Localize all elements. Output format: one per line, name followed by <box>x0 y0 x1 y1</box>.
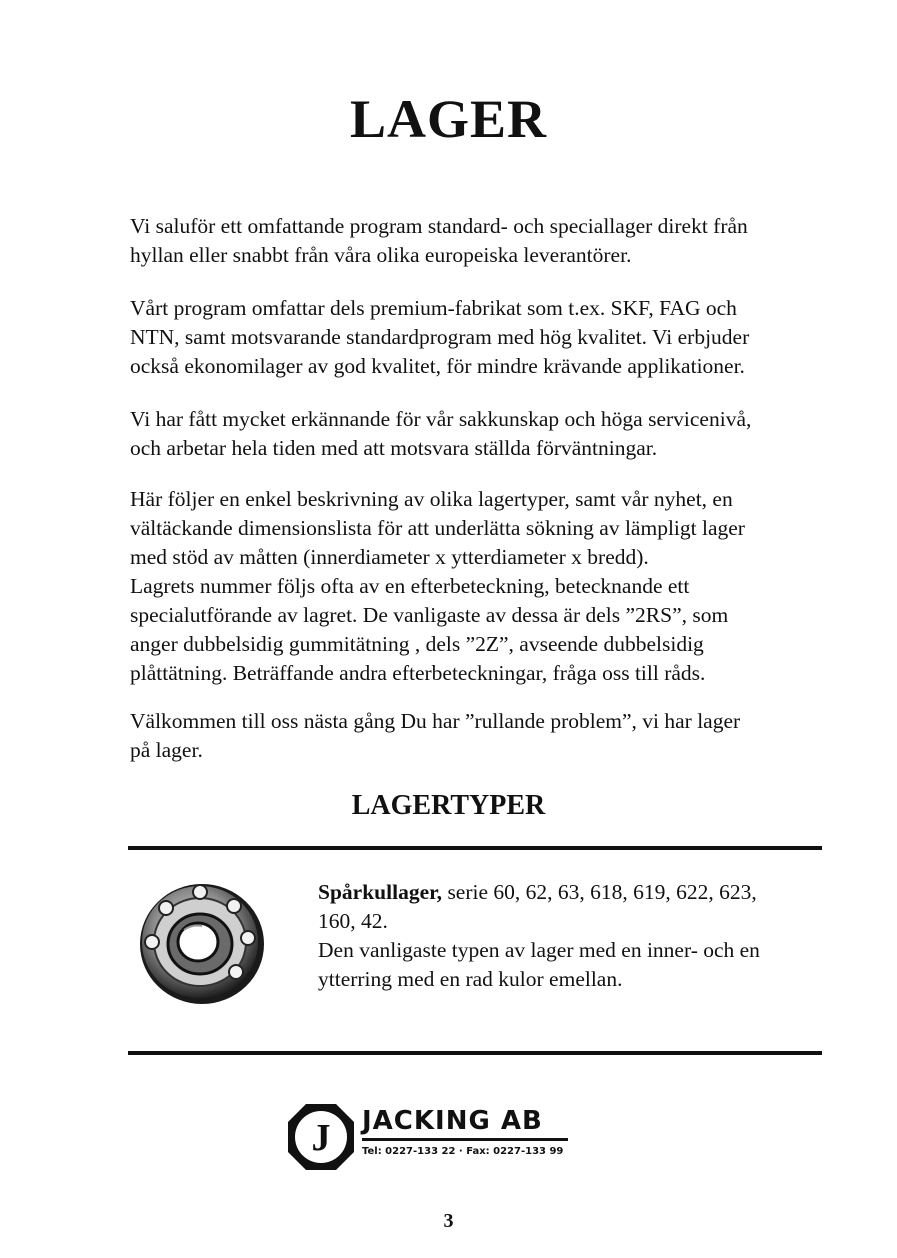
text-line: Vi saluför ett omfattande program standard- och speciallager direkt från <box>130 214 748 238</box>
page-number: 3 <box>443 1210 454 1232</box>
ball-bearing-image <box>130 872 270 1008</box>
text-line: Vårt program omfattar dels premium-fabrikat som t.ex. SKF, FAG och <box>130 296 737 320</box>
paragraph-service <box>130 405 820 463</box>
company-contact: Tel: 0227-133 22 · Fax: 0227-133 99 <box>362 1146 564 1157</box>
text-line: hyllan eller snabbt från våra olika europeiska leverantörer. <box>130 243 632 267</box>
divider-bottom <box>128 1051 822 1055</box>
text-line: Här följer en enkel beskrivning av olika lagertyper, samt vår nyhet, en <box>130 487 733 511</box>
text-line: Vi har fått mycket erkännande för vår sakkunskap och höga servicenivå, <box>130 407 752 431</box>
text-line: ytterring med en rad kulor emellan. <box>318 967 623 991</box>
text-line: på lager. <box>130 738 203 762</box>
text-line: Den vanligaste typen av lager med en inner- och en <box>318 938 760 962</box>
text-line: Lagrets nummer följs ofta av en efterbeteckning, betecknande ett <box>130 574 690 598</box>
section-title: LAGERTYPER <box>351 790 546 821</box>
bearing-series: serie 60, 62, 63, 618, 619, 622, 623, <box>442 880 757 904</box>
bearing-type-item <box>318 878 818 994</box>
paragraph-description <box>130 485 820 688</box>
paragraph-welcome <box>130 707 820 765</box>
text-line: plåttätning. Beträffande andra efterbeteckningar, fråga oss till råds. <box>130 661 706 685</box>
logo-underline <box>362 1138 568 1141</box>
text-line: och arbetar hela tiden med att motsvara ställda förväntningar. <box>130 436 658 460</box>
logo-letter: J <box>311 1117 331 1159</box>
text-line: specialutförande av lagret. De vanligaste av dessa är dels ”2RS”, som <box>130 603 729 627</box>
paragraph-program <box>130 294 820 381</box>
company-logo <box>286 1102 576 1172</box>
logo-badge-icon <box>286 1102 356 1172</box>
divider-top <box>128 846 822 850</box>
text-line: Välkommen till oss nästa gång Du har ”rullande problem”, vi har lager <box>130 709 741 733</box>
bearing-type-name: Spårkullager, <box>318 880 443 904</box>
text-line: 160, 42. <box>318 909 388 933</box>
paragraph-intro <box>130 212 820 270</box>
text-line: också ekonomilager av god kvalitet, för mindre krävande applikationer. <box>130 354 745 378</box>
text-line: vältäckande dimensionslista för att underlätta sökning av lämpligt lager <box>130 516 745 540</box>
page-title: LAGER <box>349 89 548 149</box>
item-heading-line <box>318 878 818 907</box>
text-line: NTN, samt motsvarande standardprogram med hög kvalitet. Vi erbjuder <box>130 325 750 349</box>
text-line: med stöd av måtten (innerdiameter x ytterdiameter x bredd). <box>130 545 649 569</box>
text-line: anger dubbelsidig gummitätning , dels ”2Z”, avseende dubbelsidig <box>130 632 704 656</box>
company-name: JACKING AB <box>362 1106 543 1136</box>
